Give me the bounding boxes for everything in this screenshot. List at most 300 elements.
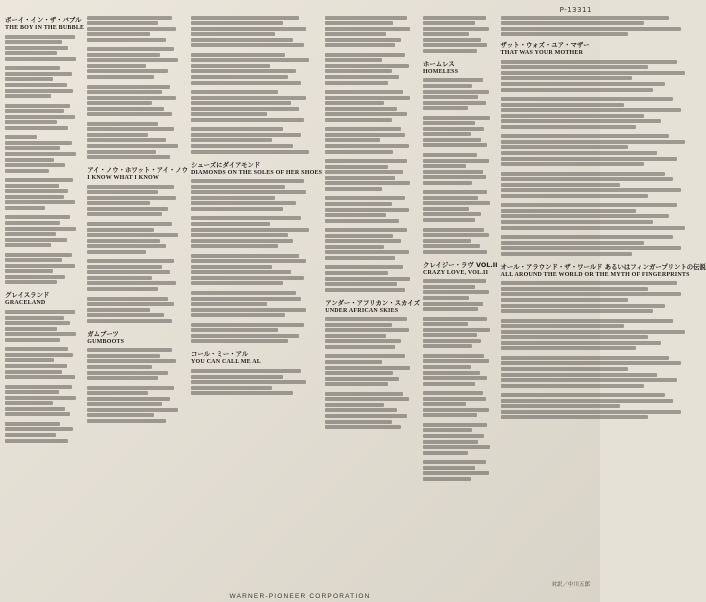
lyric-line [501,335,649,339]
lyric-line [191,81,301,85]
lyric-line [423,354,484,358]
lyric-line [191,308,306,312]
lyric-line [423,95,478,99]
lyric-line [87,222,172,226]
lyric-line [423,239,471,243]
song-title-ja: オール・アラウンド・ザ・ワールド あるいはフィンガープリントの伝説 [500,262,706,271]
lyric-line [501,177,674,181]
lyric-line [501,151,657,155]
lyric-line [191,90,278,94]
lyric-line [325,208,408,212]
lyric-line [423,212,481,216]
lyric-line [501,378,678,382]
lyric-line [423,21,475,25]
lyric-line [325,90,403,94]
lyric-line [423,38,481,42]
lyric-line [191,101,291,105]
lyric-line [87,319,172,323]
lyric-line [423,101,486,105]
song-title-ja: アンダー・アフリカン・スカイズ [325,298,420,307]
lyric-line [423,207,469,211]
lyric-line [423,371,480,375]
lyric-line [325,159,407,163]
lyric-line [501,410,682,414]
lyric-line [423,402,466,406]
lyric-line [423,164,466,168]
lyric-line [5,141,72,145]
lyric-line [423,477,471,481]
lyric-line [5,35,75,39]
lyric-line [87,32,149,36]
lyric-line [325,345,395,349]
lyric-line [191,380,306,384]
lyric-line [325,202,391,206]
lyric-line [501,241,645,245]
lyric-line [501,145,628,149]
lyric-line [325,265,403,269]
lyric-line [423,307,478,311]
lyric-line [423,423,487,427]
lyric-line [423,49,477,53]
lyric-line [87,270,170,274]
lyric-line [501,82,665,86]
lyric-line [423,159,489,163]
lyric-line [501,346,637,350]
lyric-line [423,376,487,380]
lyric-line [325,360,382,364]
lyric-line [423,296,469,300]
lyric-line [501,393,665,397]
lyric-line [423,290,489,294]
lyric-line [191,207,283,211]
lyric-line [325,81,388,85]
lyric-line [501,65,649,69]
lyric-line [191,190,306,194]
lyric-line [87,244,166,248]
song-title-ja: クレイジー・ラヴ VOL.II [422,260,498,269]
lyric-line [423,440,478,444]
lyrics-columns [5,14,706,586]
lyric-line [191,239,293,243]
lyric-line [423,317,487,321]
lyric-line [5,353,73,357]
lyric-line [87,69,168,73]
lyric-line [325,382,388,386]
lyric-line [87,150,156,154]
lyric-line [423,27,489,31]
lyric-line [191,96,306,100]
lyric-line [5,427,73,431]
lyric-line [325,239,401,243]
song-title-en: GRACELAND [5,300,46,307]
lyric-line [423,106,468,110]
lyric-line [501,71,686,75]
lyric-line [501,188,682,192]
lyric-line [87,107,164,111]
lyric-line [87,127,174,131]
lyric-line [5,158,54,162]
lyric-line [5,253,72,257]
lyric-line [325,328,408,332]
lyric-line [325,334,386,338]
lyric-line [501,235,674,239]
lyric-line [325,127,401,131]
lyric-line [423,244,480,248]
lyric-line [5,109,64,113]
lyric-line [87,58,178,62]
song-title-en: ALL AROUND THE WORLD OR THE MYTH OF FINGERPRINTS [500,271,690,278]
lyric-line [423,359,489,363]
lyric-line [5,83,67,87]
lyric-line [5,232,56,236]
lyric-line [423,445,490,449]
lyric-line [325,181,410,185]
column-5 [423,14,498,586]
lyric-line [423,84,472,88]
lyric-line [325,69,391,73]
lyric-line [325,392,403,396]
lyric-line [325,414,407,418]
lyric-line [501,172,665,176]
lyric-line [501,203,678,207]
lyric-line [423,451,468,455]
lyric-line [423,413,477,417]
lyric-line [423,78,483,82]
lyric-line [5,89,73,93]
lyric-line [87,101,152,105]
lyric-line [325,366,410,370]
lyric-line [325,234,393,238]
lyric-line [87,212,162,216]
lyric-line [5,57,76,61]
lyric-line [5,51,57,55]
lyric-line [87,397,170,401]
lyric-line [191,254,299,258]
lyric-line [5,184,59,188]
lyric-line [501,162,645,166]
lyric-line [87,313,164,317]
lyric-line [5,243,51,247]
lyric-line [423,233,489,237]
lyric-line [5,396,76,400]
lyric-line [423,339,481,343]
lyric-line [325,53,405,57]
lyric-line [423,121,475,125]
lyric-line [325,64,408,68]
lyric-line [191,107,299,111]
lyric-line [325,228,407,232]
lyric-line [325,165,388,169]
lyric-line [87,276,152,280]
lyric-line [191,144,293,148]
lyric-line [423,285,475,289]
lyric-line [423,43,487,47]
song-title-en: CRAZY LOVE, VOL.II [422,269,489,276]
lyric-line [5,115,75,119]
lyric-line [325,213,386,217]
lyric-line [5,390,59,394]
lyric-line [501,281,678,285]
lyric-line [87,112,172,116]
lyric-line [325,21,393,25]
lyric-line [191,276,304,280]
lyric-line [325,107,397,111]
lyric-line [325,96,410,100]
lyric-line [5,152,76,156]
column-2 [87,14,188,586]
lyric-line [87,228,154,232]
lyric-line [501,119,661,123]
lyric-line [87,354,160,358]
lyric-line [501,214,669,218]
lyric-line [501,287,649,291]
lyric-line [87,53,160,57]
lyric-line [501,209,637,213]
lyric-line [423,471,489,475]
lyric-line [5,327,57,331]
lyric-line [5,407,65,411]
song-title-ja: アイ・ノウ・ホワット・アイ・ノウ [87,166,189,175]
lyric-line [191,69,296,73]
lyric-line [191,138,272,142]
lyric-line [5,40,62,44]
lyric-line [191,302,267,306]
lyric-line [423,228,484,232]
lyric-line [87,365,152,369]
lyric-line [5,189,68,193]
lyric-line [501,108,682,112]
lyric-line [423,138,481,142]
lyric-line [423,322,468,326]
lyric-line [501,194,649,198]
song-title-en: THAT WAS YOUR MOTHER [500,50,584,57]
lyric-line [191,281,283,285]
lyric-line [325,277,410,281]
lyric-line [87,144,178,148]
publisher-name: WARNER-PIONEER CORPORATION [229,593,371,600]
lyric-line [5,195,64,199]
song-title-en: YOU CAN CALL ME AL [191,359,261,366]
lyric-line [191,133,301,137]
lyric-line [191,323,304,327]
lyric-line [501,304,665,308]
lyric-line [5,375,75,379]
lyric-line [325,288,405,292]
lyric-line [5,163,65,167]
lyric-line [5,200,75,204]
lyric-line [423,344,472,348]
lyric-line [5,422,60,426]
lyric-line [423,181,472,185]
lyric-line [325,403,384,407]
lyric-line [5,72,72,76]
lyric-line [5,338,60,342]
lyric-line [501,226,686,230]
lyric-line [325,170,403,174]
lyric-line [325,282,397,286]
lyric-line [423,116,490,120]
lyric-line [325,425,401,429]
lyric-line [501,60,678,64]
lyric-line [5,310,75,314]
lyric-line [5,269,53,273]
lyric-line [423,175,486,179]
lyric-line [5,94,51,98]
lyric-line [191,196,275,200]
lyric-line [191,150,309,154]
lyric-line [5,206,45,210]
lyric-line [501,298,628,302]
song-title-ja: ボーイ・イン・ザ・バブル [5,16,82,24]
lyric-line [191,58,309,62]
lyric-line [5,146,60,150]
lyric-line [325,408,397,412]
lyric-line [87,75,154,79]
lyric-line [87,38,166,42]
lyric-line [501,183,620,187]
lyric-line [5,126,68,130]
lyric-line [191,32,275,36]
lyric-line [191,228,309,232]
song-title-en: UNDER AFRICAN SKIES [325,307,399,314]
lyric-line [423,428,472,432]
catalog-number: P-13311 [559,6,592,14]
lyric-line [423,333,477,337]
lyric-line [87,122,158,126]
lyric-line [191,43,304,47]
lyric-line [87,64,145,68]
lyric-line [325,250,408,254]
lyric-line [191,112,267,116]
lyric-line [87,250,145,254]
lyric-line [5,332,76,336]
lyric-line [501,246,682,250]
lyric-line [191,297,301,301]
lyric-line [325,354,405,358]
lyric-line [325,271,388,275]
column-1 [5,14,84,586]
lyric-line [87,402,162,406]
lyric-line [325,16,407,20]
lyric-line [5,227,76,231]
lyric-line [501,16,669,20]
song-title-en: I KNOW WHAT I KNOW [87,175,160,182]
lyric-line [501,140,686,144]
lyric-line [325,38,401,42]
lyric-line [423,127,484,131]
lyric-line [423,397,486,401]
lyric-line [5,347,68,351]
lyric-line [423,196,478,200]
lyric-line [325,58,382,62]
lyric-line [423,218,475,222]
lyric-line [501,27,682,31]
lyric-line [423,201,490,205]
lyric-line [501,125,637,129]
lyric-line [191,64,270,68]
lyric-line [87,90,162,94]
lyric-line [501,157,678,161]
lyric-line [5,169,49,173]
lyric-line [5,258,62,262]
lyric-line [5,364,67,368]
lyric-line [191,334,299,338]
lyric-line [325,133,405,137]
lyric-line [87,386,174,390]
lyric-line [87,21,158,25]
column-3 [191,14,322,586]
column-4 [325,14,420,586]
lyric-line [87,196,176,200]
lyric-line [501,319,674,323]
lyric-line [87,259,174,263]
lyric-line [87,265,162,269]
song-title-en: GUMBOOTS [87,338,125,345]
translator-credit: 対訳／中川五郎 [551,582,590,588]
lyric-line [191,233,288,237]
lyric-line [87,207,168,211]
lyric-line [191,27,306,31]
lyric-line [191,127,283,131]
lyric-line [87,16,172,20]
lyric-line [5,77,53,81]
lyric-line [501,373,657,377]
lyric-line [5,358,54,362]
song-title-ja: ホームレス [422,59,455,68]
song-title-ja: グレイスランド [5,291,50,300]
lyric-line [87,408,178,412]
lyric-line [5,275,65,279]
lyric-line [501,292,682,296]
column-6 [501,14,706,586]
lyric-line [87,233,178,237]
lyric-line [501,404,620,408]
lyric-line [191,16,299,20]
lyric-line [5,104,70,108]
lyric-line [5,433,56,437]
lyric-line [501,330,686,334]
song-title-ja: コール・ミー・アル [191,350,249,359]
lyric-line [423,32,469,36]
lyric-line [191,244,278,248]
song-title-en: DIAMONDS ON THE SOLES OF HER SHOES [191,169,323,176]
lyric-line [87,138,166,142]
lyric-line [423,190,487,194]
lyric-line [423,408,489,412]
lyric-line [191,375,283,379]
lyric-line [191,38,293,42]
lyric-line [87,413,154,417]
lyric-line [191,313,285,317]
lyric-line [501,399,674,403]
lyric-line [325,256,395,260]
song-title-ja: ガムブーツ [87,329,119,338]
lyric-line [5,401,53,405]
lyric-line [87,96,176,100]
lyric-line [325,377,399,381]
lyric-line [191,391,293,395]
lyric-line [87,155,170,159]
lyric-line [5,316,64,320]
lyric-line [87,47,174,51]
lyric-line [501,324,624,328]
lyric-line [501,361,682,365]
lyric-line [87,297,168,301]
lyric-line [191,222,270,226]
lyric-line [191,53,285,57]
lyric-line [5,215,70,219]
song-title-en: HOMELESS [422,68,459,75]
